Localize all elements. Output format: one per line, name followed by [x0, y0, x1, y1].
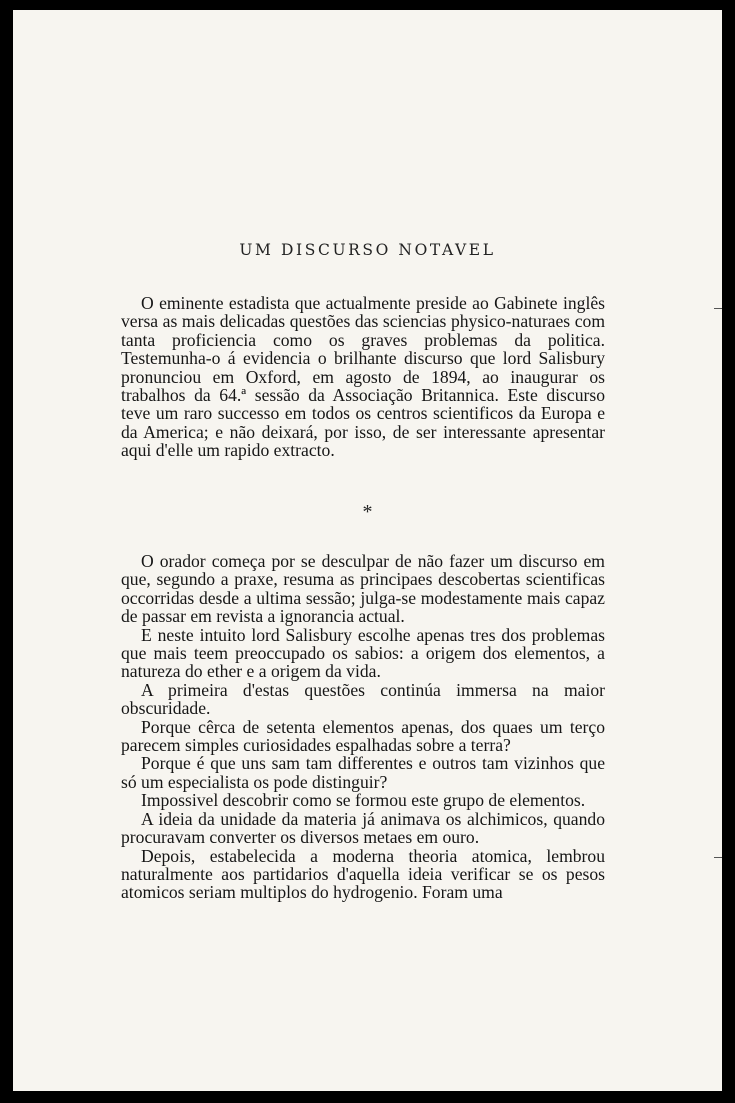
body-paragraph: Depois, estabelecida a moderna theoria atomica, lembrou naturalmente aos partidarios d'aquella ideia verificar se os pesos atomicos seriam multiplos do hydrogenio. Foram uma: [121, 845, 605, 903]
body-paragraph: A ideia da unidade da materia já animava os alchimicos, quando procuravam converter os diversos metaes em ouro.: [121, 808, 605, 848]
article-title: UM DISCURSO NOTAVEL: [239, 241, 496, 259]
body-paragraph: A primeira d'estas questões continúa immersa na maior obscuridade.: [121, 679, 605, 719]
body-paragraph: Impossivel descobrir como se formou este grupo de elementos.: [141, 790, 586, 811]
margin-mark: [714, 308, 722, 309]
body-paragraph: O orador começa por se desculpar de não fazer um discurso em que, segundo a praxe, resuma as principaes descobertas scientificas occorridas desde a ultima sessão; julga-se modestamente mais capaz de passar em revista a ignorancia actual.: [121, 551, 605, 627]
body-section: [121, 552, 605, 902]
body-paragraph: Porque é que uns sam tam differentes e outros tam vizinhos que só um especialista os pode distinguir?: [121, 753, 605, 792]
section-separator: *: [362, 501, 373, 523]
document-page: [13, 10, 722, 1091]
body-paragraph: Porque cêrca de setenta elementos apenas, dos quaes um terço parecem simples curiosidades espalhadas sobre a terra?: [121, 716, 605, 756]
body-paragraph: E neste intuito lord Salisbury escolhe apenas tres dos problemas que mais teem preoccupado os sabios: a origem dos elementos, a natureza do ether e a origem da vida.: [121, 624, 605, 682]
intro-paragraph: O eminente estadista que actualmente preside ao Gabinete inglês versa as mais delicadas questões das sciencias physico-naturaes com tanta proficiencia como os graves problemas da politica. Testemunha-o á evidencia o brilhante discurso que lord Salisbury pronunciou em Oxford, em agosto de 1894, ao inaugurar os trabalhos da 64.ª sessão da Associação Britannica. Este discurso teve um raro successo em todos os centros scientificos da Europa e da America; e não deixará, por isso, de ser interessante apresentar aqui d'elle um rapido extracto.: [121, 293, 605, 461]
margin-mark: [714, 857, 722, 858]
intro-section: [121, 294, 605, 460]
